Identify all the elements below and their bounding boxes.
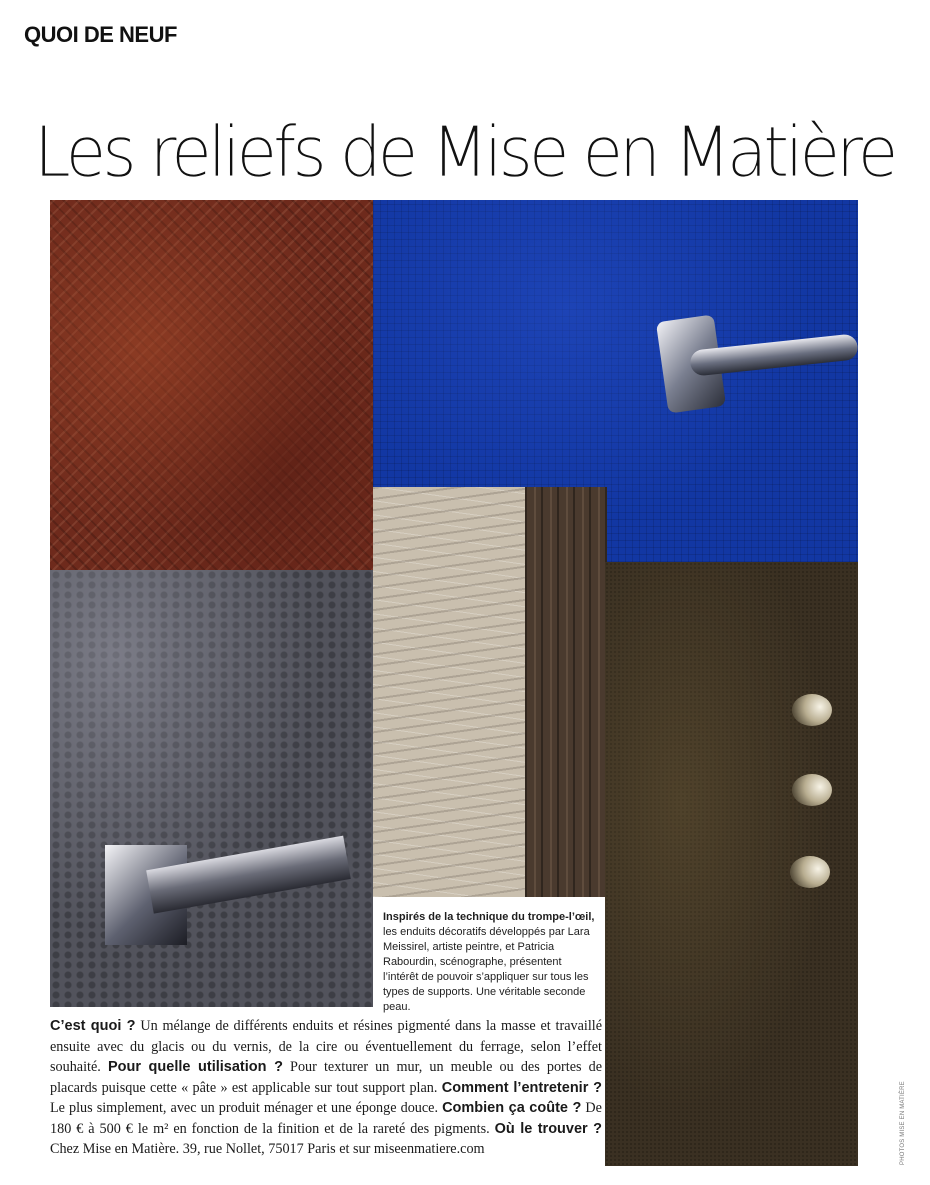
answer-2: Pour texturer un mur, un meuble ou des portes de placards puisque cette « pâte » est applicable sur tout support plan. [50, 1059, 603, 1096]
red-stucco-photo [50, 200, 373, 570]
knob-icon [792, 694, 832, 726]
knob-icon [790, 856, 830, 888]
question-1: C’est quoi ? [50, 1018, 136, 1034]
beige-waves-photo [373, 487, 525, 897]
photo-credit: PHOTOS MISE EN MATIÈRE [900, 1081, 906, 1165]
wood-strip-photo [525, 487, 607, 897]
page-title: Les reliefs de Mise en Matière [34, 112, 895, 193]
question-3: Comment l’entretenir ? [441, 1079, 602, 1096]
caption-lead: Inspirés de la technique du trompe-l’œil, [383, 911, 595, 923]
answer-3: Le plus simplement, avec un produit ménager et une éponge douce. [50, 1100, 443, 1116]
answer-1: Un mélange de différents enduits et résines pigmenté dans la masse et travaillé ensuite avec du glacis ou du vernis, de la cire ou éventuellement du ferrage, selon l’effet souhaité. [50, 1018, 602, 1075]
question-2: Pour quelle utilisation ? [107, 1059, 283, 1075]
article-body [50, 1016, 602, 1160]
answer-5: Chez Mise en Matière. 39, rue Nollet, 75017 Paris et sur miseenmatiere.com [50, 1141, 485, 1157]
caption-text: les enduits décoratifs développés par Lara Meissirel, artiste peintre, et Patricia Rabourdin, scénographe, présentent l’intérêt de pouvoir s’appliquer sur tous les types de supports. Une véritable seconde peau. [383, 926, 590, 1013]
question-4: Combien ça coûte ? [442, 1100, 582, 1116]
answer-4: De 180 € à 500 € le m² en fonction de la finition et de la rareté des pigments. [50, 1100, 602, 1137]
knob-icon [792, 774, 832, 806]
photo-caption [383, 910, 598, 1015]
section-label: QUOI DE NEUF [24, 22, 177, 47]
question-5: Où le trouver ? [494, 1120, 602, 1137]
grey-snake-photo [50, 570, 373, 1007]
